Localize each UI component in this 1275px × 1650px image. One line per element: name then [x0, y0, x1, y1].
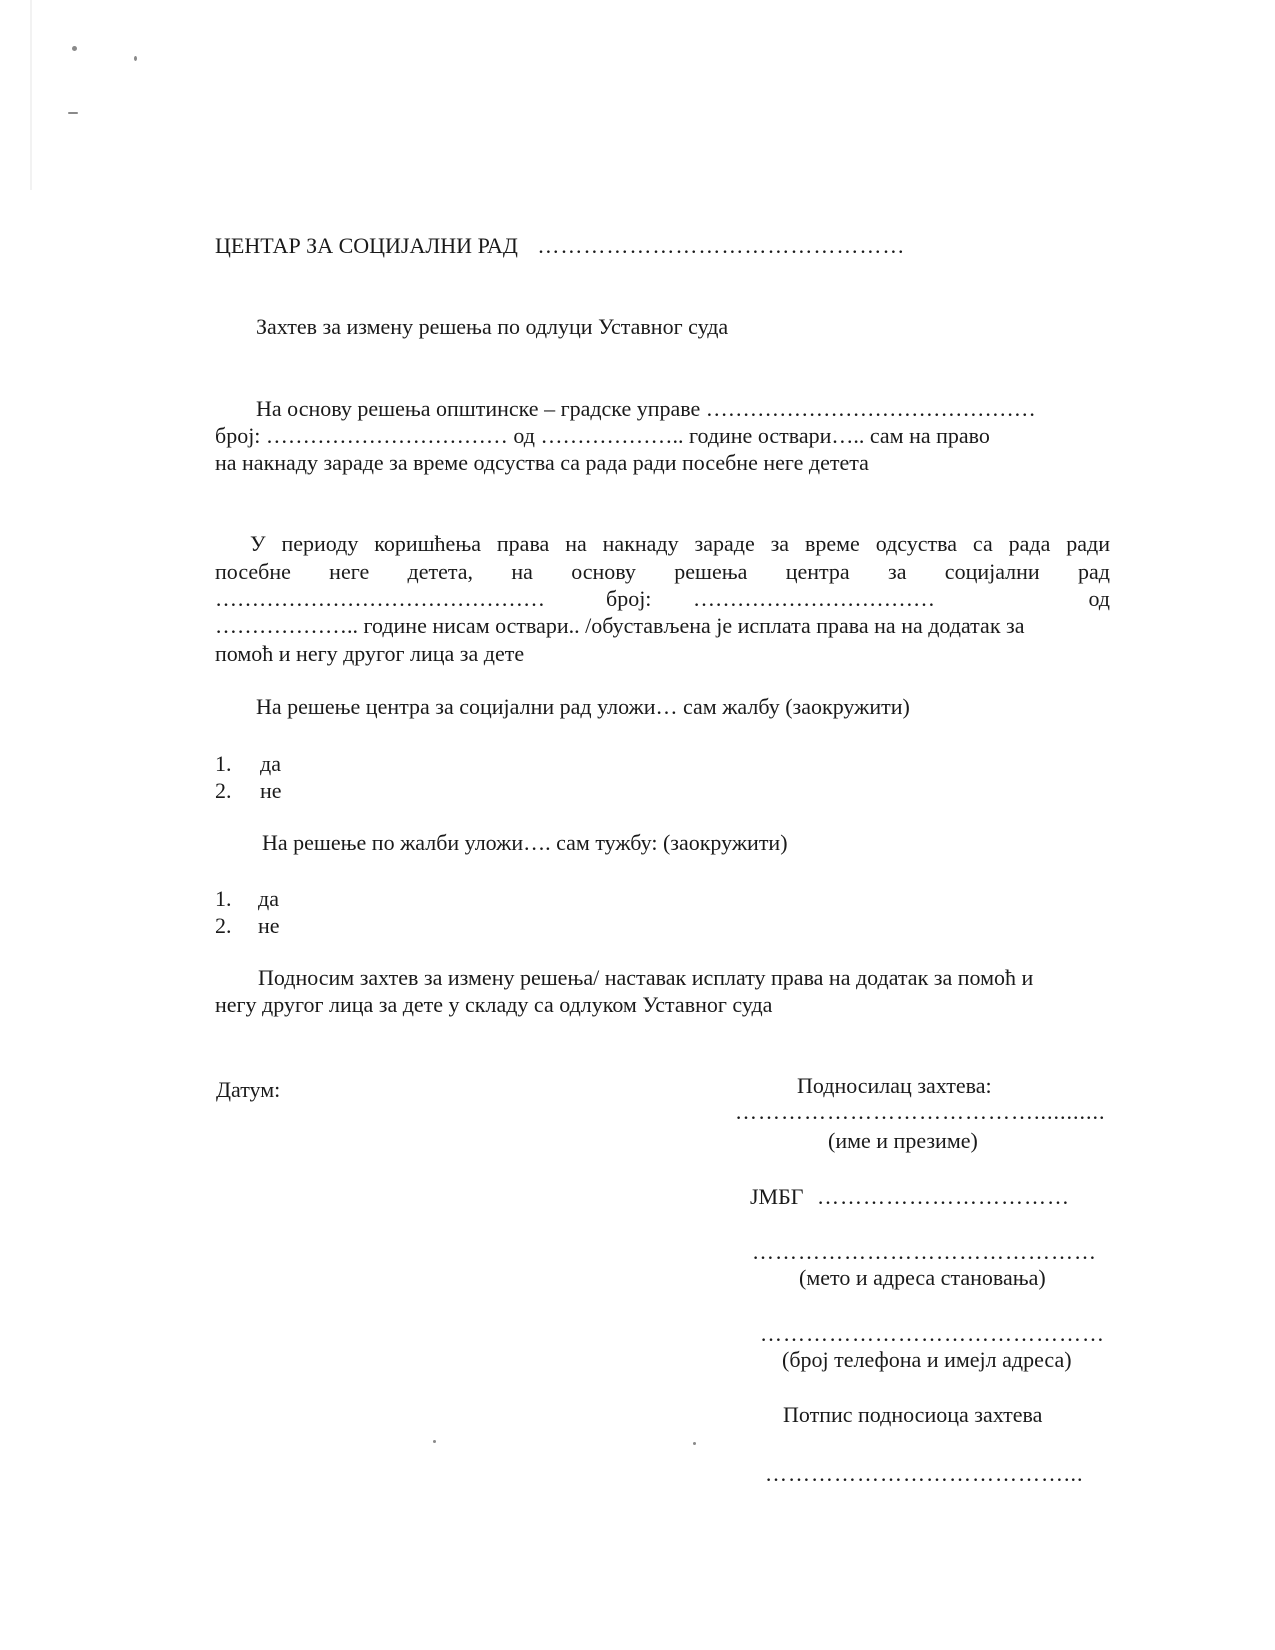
option-label: да — [258, 886, 279, 911]
paragraph1-line2: број: …………………………… од ……………….. године оствари….. сам на право — [215, 423, 990, 448]
option-number: 2. — [215, 778, 232, 803]
paragraph2-word-broj: број: — [606, 586, 652, 611]
appeal-option-no — [215, 777, 282, 805]
scan-speck — [433, 1440, 436, 1443]
request-line2: негу другог лица за дете у складу са одлуком Уставног суда — [215, 992, 773, 1017]
date-label: Датум: — [216, 1077, 281, 1102]
option-number: 2. — [215, 913, 232, 938]
scan-speck — [68, 112, 78, 114]
request-line1: Подносим захтев за измену решења/ наставак исплату права на додатак за помоћ и — [258, 965, 1034, 990]
signature-dots: …………………………………... — [765, 1461, 1084, 1486]
option-number: 1. — [215, 886, 232, 911]
address-dots: ……………………………………… — [752, 1239, 1097, 1264]
lawsuit-option-yes — [215, 885, 279, 913]
lawsuit-option-no — [215, 912, 280, 940]
institution-name: ЦЕНТАР ЗА СОЦИЈАЛНИ РАД — [215, 233, 518, 258]
option-label: да — [260, 751, 281, 776]
jmbg-dots: …………………………… — [816, 1184, 1070, 1209]
paragraph2-line5: помоћ и негу другог лица за дете — [215, 641, 525, 666]
jmbg-label: ЈМБГ — [750, 1184, 804, 1209]
contact-dots: ……………………………………… — [760, 1321, 1105, 1346]
option-label: не — [260, 778, 282, 803]
paragraph2-line2: посебне неге детета, на основу решења центра за социјални рад — [215, 559, 1110, 584]
paragraph2-line4: ……………….. године нисам оствари.. /обустављена је исплата права на на додатак за — [215, 613, 1025, 638]
lawsuit-question: На решење по жалби уложи…. сам тужбу: (заокружити) — [262, 830, 788, 855]
applicant-label: Подносилац захтева: — [797, 1073, 992, 1098]
appeal-question: На решење центра за социјални рад уложи… сам жалбу (заокружити) — [256, 694, 910, 719]
name-dots: …………………………………........... — [735, 1099, 1106, 1124]
paragraph2-line1: У периоду коришћења права на накнаду зараде за време одсуства са рада ради — [250, 531, 1110, 556]
name-caption: (име и презиме) — [828, 1128, 978, 1153]
appeal-option-yes — [215, 750, 281, 778]
paragraph2-dots2: …………………………… — [693, 586, 935, 611]
paragraph1-line3: на накнаду зараде за време одсуства са рада ради посебне неге детета — [215, 450, 869, 475]
option-number: 1. — [215, 751, 232, 776]
jmbg-line — [750, 1183, 1070, 1211]
scan-speck — [693, 1442, 696, 1445]
contact-caption: (број телефона и имејл адреса) — [782, 1347, 1072, 1372]
address-caption: (мето и адреса становања) — [799, 1265, 1046, 1290]
scan-speck — [72, 46, 77, 51]
option-label: не — [258, 913, 280, 938]
paragraph2-dots1: ……………………………………… — [215, 586, 545, 611]
institution-dots: ………………………………………… — [537, 233, 906, 258]
document-title: Захтев за измену решења по одлуци Уставног суда — [256, 314, 729, 339]
scan-speck — [134, 56, 137, 61]
institution-header — [215, 232, 905, 260]
signature-label: Потпис подносиоца захтева — [783, 1402, 1043, 1427]
scan-edge-mark — [30, 0, 32, 190]
paragraph2-word-od: од — [1088, 586, 1110, 611]
paragraph1-line1: На основу решења општинске – градске управе ……………………………………… — [256, 396, 1036, 421]
